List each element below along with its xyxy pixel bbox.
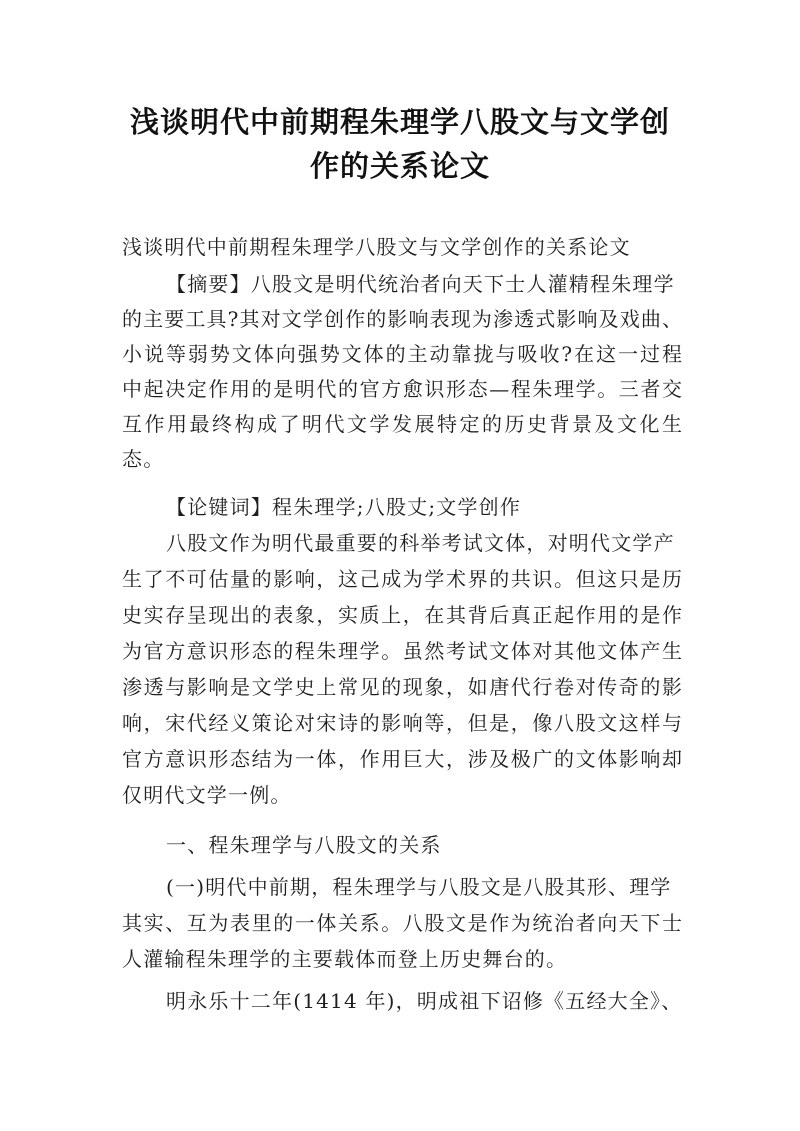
paragraph-line: 人灌输程朱理学的主要载体而登上历史舞台的。: [122, 947, 568, 971]
paragraph-line: 仅明代文学一例。: [122, 783, 292, 807]
paragraph-line: 八股文作为明代最重要的科举考试文体，对明代文学产: [166, 531, 675, 555]
abstract-line: 小说等弱势文体向强势文体的主动靠拢与吸收?在这一过程: [122, 342, 682, 366]
paragraph-line: 官方意识形态结为一体，作用巨大，涉及极广的文体影响却: [122, 747, 682, 771]
paragraph-line: 渗透与影响是文学史上常见的现象，如唐代行卷对传奇的影: [122, 675, 682, 699]
document-title-line-2: 作的关系论文: [309, 149, 490, 183]
document-title-line-1: 浅谈明代中前期程朱理学八股文与文学创: [129, 105, 670, 139]
abstract-line: 互作用最终构成了明代文学发展特定的历史背景及文化生: [122, 412, 682, 436]
paragraph-line: (一)明代中前期，程朱理学与八股文是八股其形、理学: [166, 875, 672, 899]
paragraph-line: 史实存呈现出的表象，实质上，在其背后真正起作用的是作: [122, 603, 682, 627]
abstract-line: 的主要工具?其对文学创作的影响表现为渗透式影响及戏曲、: [122, 307, 682, 331]
paragraph-line: 生了不可估量的影响，这己成为学术界的共识。但这只是历: [122, 567, 682, 591]
abstract-line: 中起决定作用的是明代的官方愈识形态—程朱理学。三者交: [122, 377, 682, 401]
abstract-line: 【摘要】八股文是明代统治者向天下士人灌精程朱理学: [166, 272, 675, 296]
paragraph-line: 响，宋代经义策论对宋诗的影响等，但是，像八股文这样与: [122, 711, 682, 735]
keywords: 【论键词】程朱理学;八股丈;文学创作: [166, 495, 522, 519]
paragraph-line: 明永乐十二年(1414 年)，明成祖下诏修《五经大全》、: [166, 989, 683, 1013]
subtitle: 浅谈明代中前期程朱理学八股文与文学创作的关系论文: [122, 235, 631, 259]
paragraph-line: 其实、互为表里的一体关系。八股文是作为统治者向天下士: [122, 911, 682, 935]
paragraph-line: 为官方意识形态的程朱理学。虽然考试文体对其他文体产生: [122, 639, 682, 663]
abstract-line: 态。: [122, 447, 165, 471]
section-heading: 一、程朱理学与八股文的关系: [166, 833, 442, 857]
